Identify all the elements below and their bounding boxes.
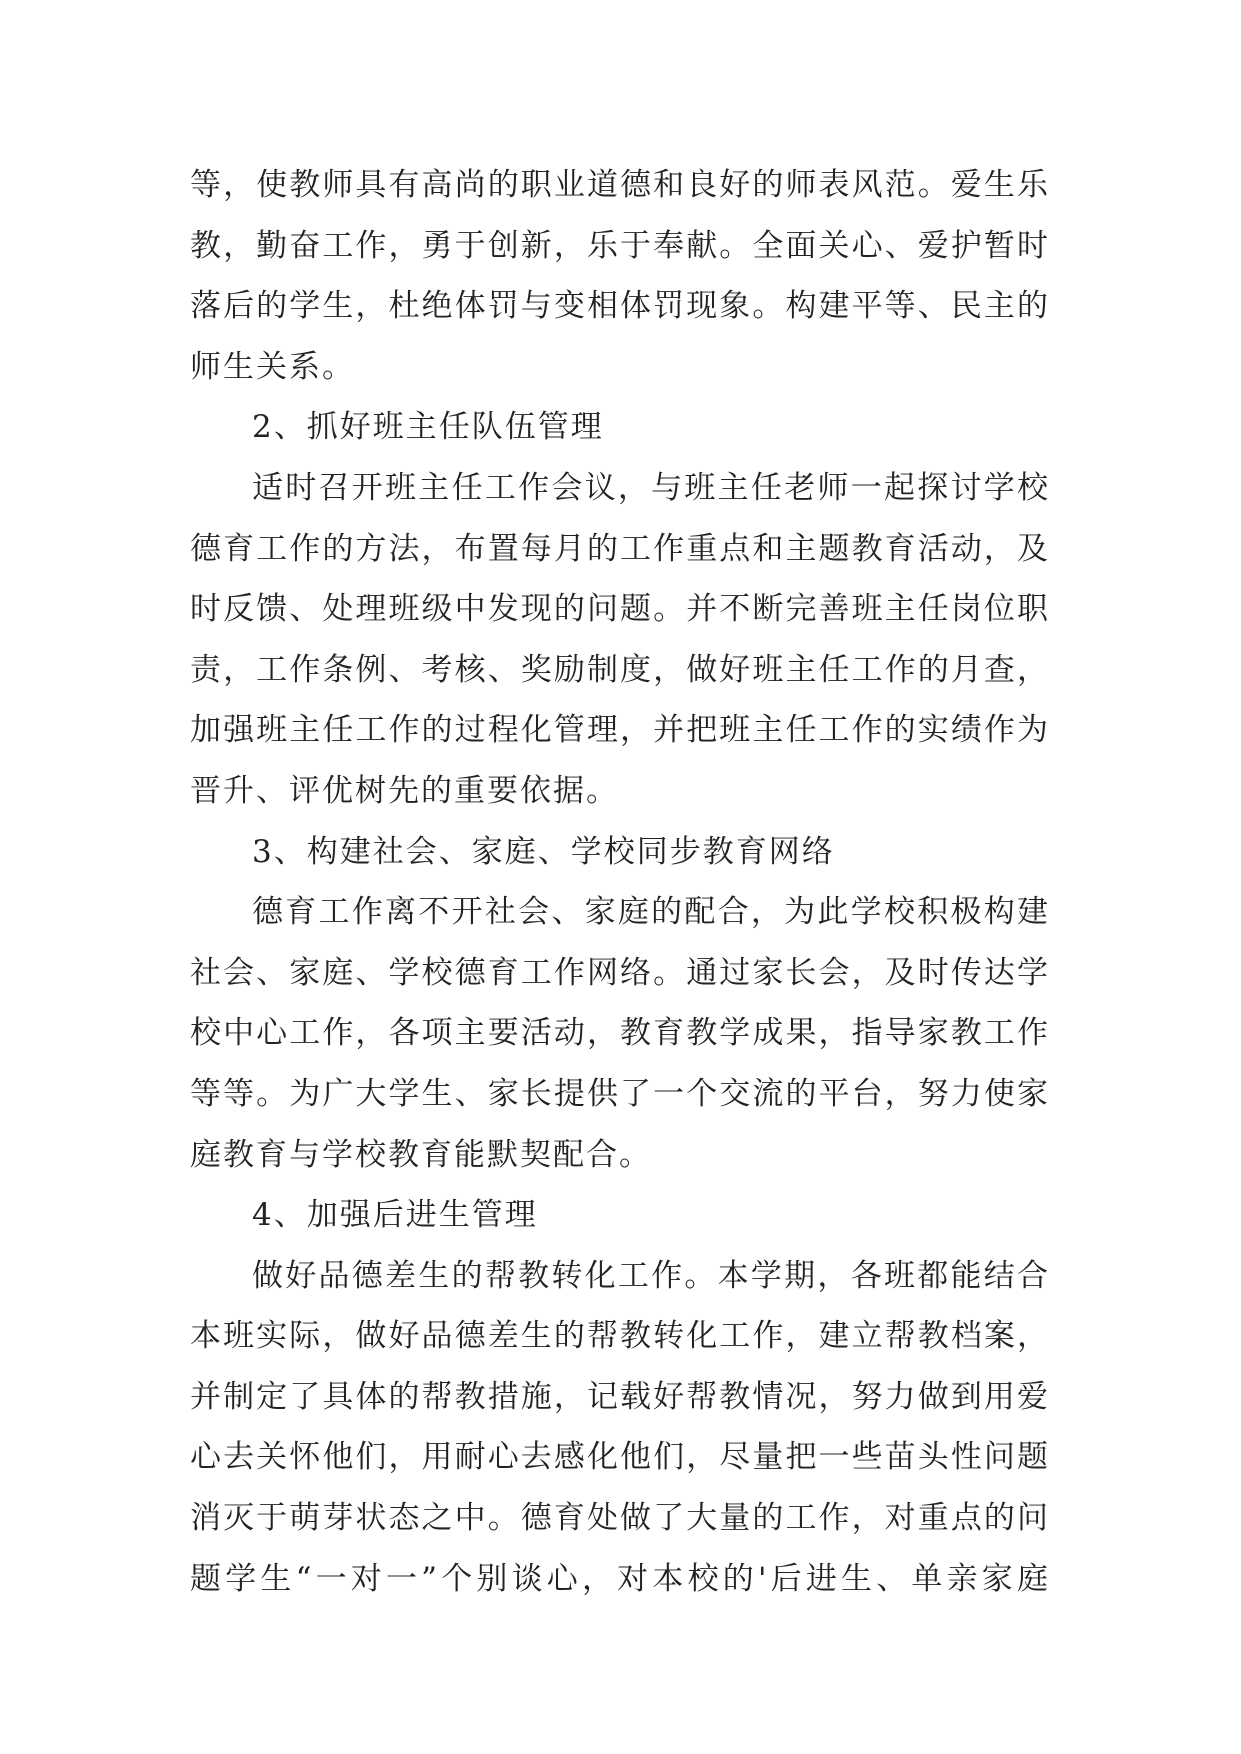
body-line: 庭教育与学校教育能默契配合。 <box>190 1136 652 1173</box>
body-line: 适时召开班主任工作会议，与班主任老师一起探讨学校 <box>252 469 1050 506</box>
body-line: 教，勤奋工作，勇于创新，乐于奉献。全面关心、爱护暂时 <box>190 227 1050 264</box>
document-body <box>190 155 1050 1609</box>
body-line: 心去关怀他们，用耐心去感化他们，尽量把一些苗头性问题 <box>190 1439 1050 1476</box>
body-line: 做好品德差生的帮教转化工作。本学期，各班都能结合 <box>252 1257 1050 1294</box>
body-line: 等，使教师具有高尚的职业道德和良好的师表风范。爱生乐 <box>190 167 1050 203</box>
body-line: 并制定了具体的帮教措施，记载好帮教情况，努力做到用爱 <box>190 1378 1050 1415</box>
body-line: 德育工作离不开社会、家庭的配合，为此学校积极构建 <box>252 894 1050 931</box>
body-line: 时反馈、处理班级中发现的问题。并不断完善班主任岗位职 <box>190 591 1050 628</box>
section-heading: 3、构建社会、家庭、学校同步教育网络 <box>252 833 835 870</box>
body-line: 责，工作条例、考核、奖励制度，做好班主任工作的月查， <box>190 651 1050 688</box>
body-line: 德育工作的方法，布置每月的工作重点和主题教育活动，及 <box>190 530 1050 567</box>
body-line: 加强班主任工作的过程化管理，并把班主任工作的实绩作为 <box>190 712 1050 749</box>
body-line: 师生关系。 <box>190 348 355 385</box>
body-line: 社会、家庭、学校德育工作网络。通过家长会，及时传达学 <box>190 954 1050 991</box>
section-heading: 2、抓好班主任队伍管理 <box>252 409 604 446</box>
body-line: 本班实际，做好品德差生的帮教转化工作，建立帮教档案， <box>190 1318 1050 1355</box>
body-line: 落后的学生，杜绝体罚与变相体罚现象。构建平等、民主的 <box>190 288 1050 325</box>
body-line: 晋升、评优树先的重要依据。 <box>190 772 619 809</box>
body-line: 消灭于萌芽状态之中。德育处做了大量的工作，对重点的问 <box>190 1500 1050 1537</box>
body-line: 题学生“一对一”个别谈心，对本校的'后进生、单亲家庭 <box>190 1560 1050 1597</box>
body-line: 校中心工作，各项主要活动，教育教学成果，指导家教工作 <box>190 1015 1050 1052</box>
body-line: 等等。为广大学生、家长提供了一个交流的平台，努力使家 <box>190 1075 1050 1112</box>
section-heading: 4、加强后进生管理 <box>252 1197 538 1234</box>
